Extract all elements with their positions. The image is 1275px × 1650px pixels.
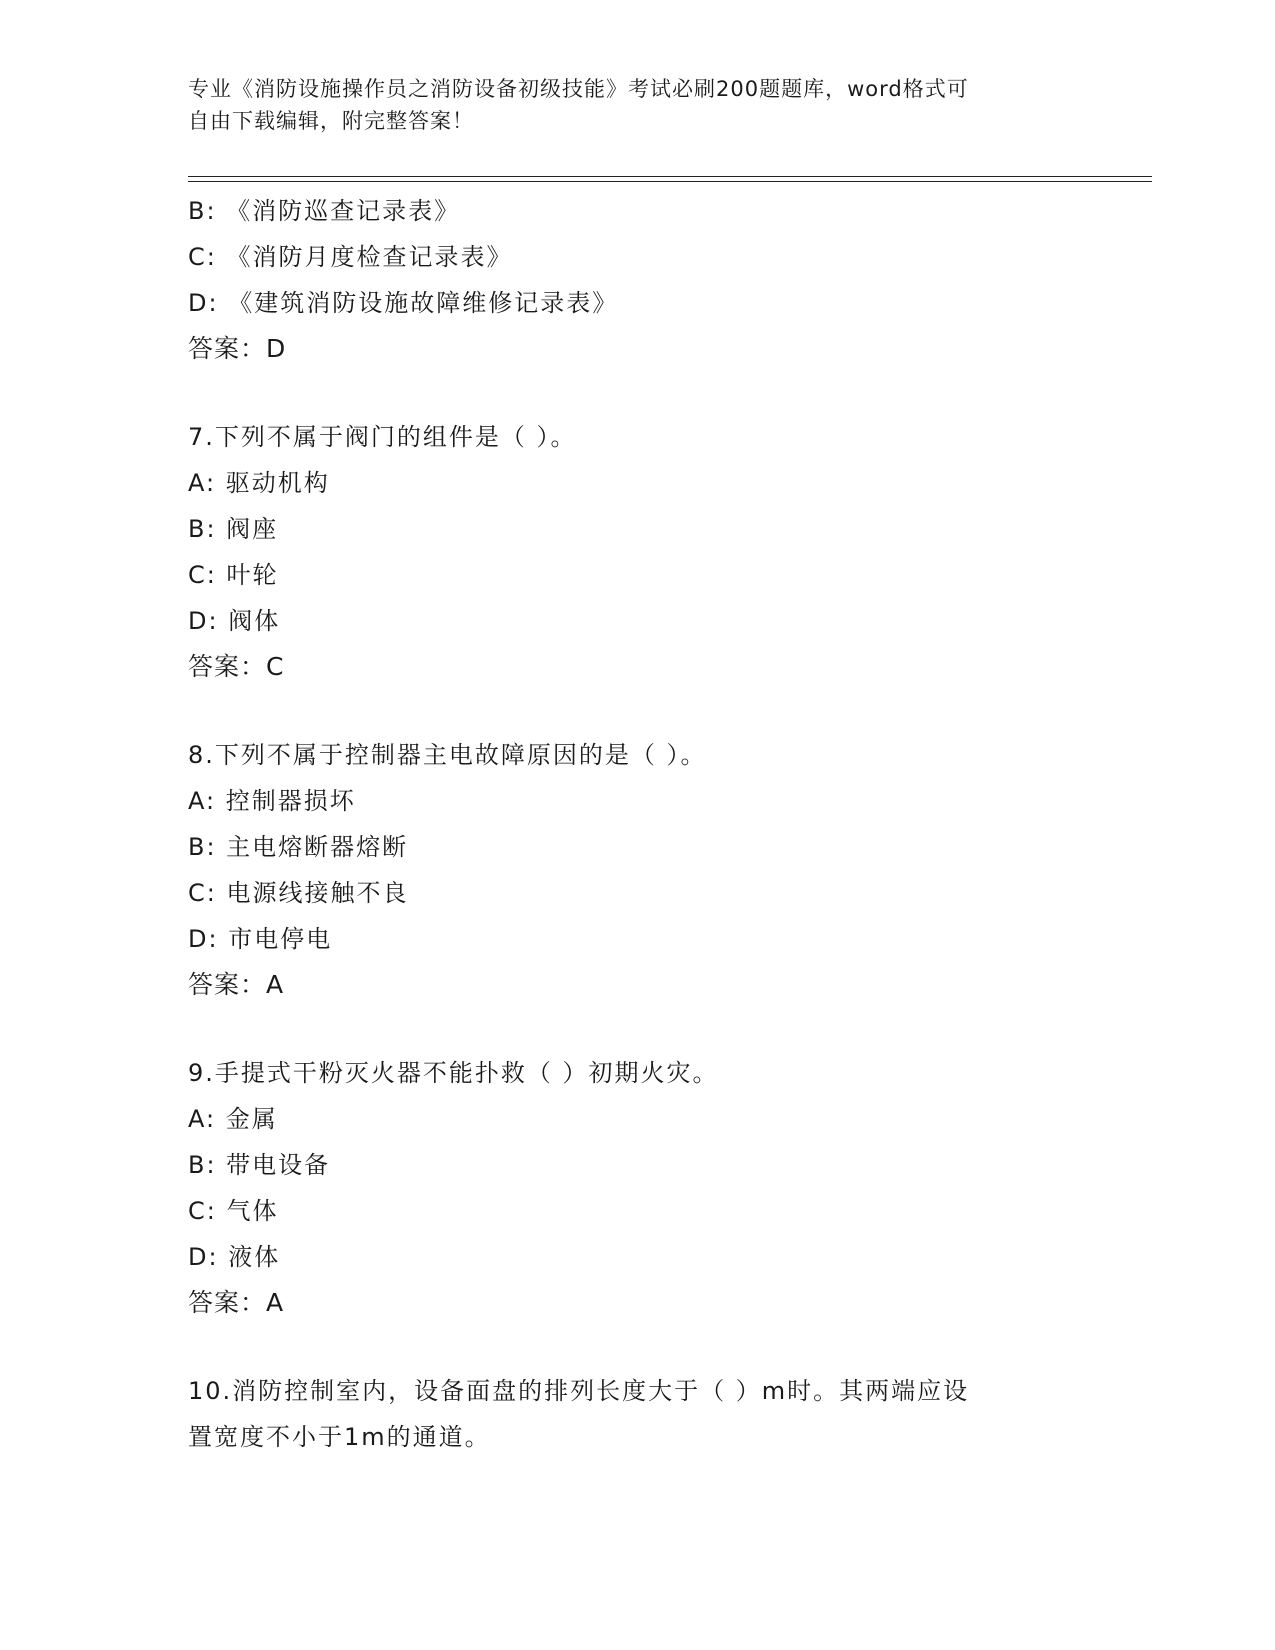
question-block-10	[188, 1368, 1148, 1460]
question-block-7	[188, 414, 1148, 690]
header-line-1: 专业《消防设施操作员之消防设备初级技能》考试必刷200题题库，word格式可	[188, 77, 969, 101]
question-stem-line-2: 置宽度不小于1m的通道。	[188, 1423, 491, 1451]
answer: 答案：A	[188, 970, 285, 999]
option-c: C: 《消防月度检查记录表》	[188, 243, 513, 271]
document-body	[188, 188, 1148, 1460]
option-b: B: 《消防巡查记录表》	[188, 197, 461, 225]
document-header	[188, 73, 1068, 137]
option-b: B: 主电熔断器熔断	[188, 833, 409, 861]
option-a: A: 金属	[188, 1105, 278, 1133]
option-a: A: 控制器损坏	[188, 787, 356, 815]
question-stem: 8.下列不属于控制器主电故障原因的是（ ）。	[188, 741, 707, 769]
answer: 答案：A	[188, 1288, 285, 1317]
question-block-8	[188, 732, 1148, 1008]
option-d: D: 阀体	[188, 607, 281, 635]
option-c: C: 气体	[188, 1197, 279, 1225]
option-b: B: 阀座	[188, 515, 279, 543]
option-b: B: 带电设备	[188, 1151, 331, 1179]
option-a: A: 驱动机构	[188, 469, 330, 497]
answer: 答案：C	[188, 652, 285, 681]
header-line-2: 自由下载编辑，附完整答案！	[188, 109, 474, 133]
header-rule-bottom	[188, 181, 1152, 182]
answer: 答案：D	[188, 334, 287, 363]
question-stem-line-1: 10.消防控制室内，设备面盘的排列长度大于（ ）m时。其两端应设	[188, 1377, 970, 1405]
option-d: D: 《建筑消防设施故障维修记录表》	[188, 289, 619, 317]
option-c: C: 电源线接触不良	[188, 879, 409, 907]
option-d: D: 液体	[188, 1243, 281, 1271]
option-c: C: 叶轮	[188, 561, 279, 589]
question-stem: 9.手提式干粉灭火器不能扑救（ ）初期火灾。	[188, 1059, 719, 1087]
question-block-6-continued	[188, 188, 1148, 372]
question-stem: 7.下列不属于阀门的组件是（ ）。	[188, 423, 577, 451]
question-block-9	[188, 1050, 1148, 1326]
header-rule-top	[188, 176, 1152, 177]
option-d: D: 市电停电	[188, 925, 333, 953]
